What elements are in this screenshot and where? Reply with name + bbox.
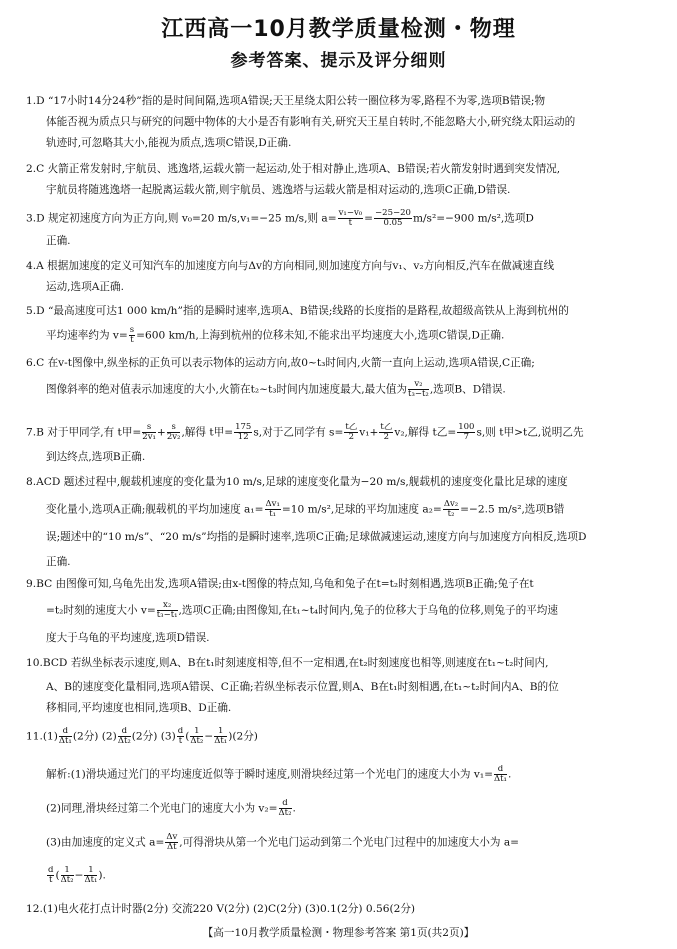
answer-5-line-1: 5.D “最高速度可达1 000 km/h”指的是瞬时速率,选项A、B错误;线路的长度指的是路程,故超级高铁从上海到杭州的 — [26, 305, 569, 317]
answer-11-line-1: 11.(1) $\frac{d}{\text{Δt₁}}$ (2分) (2) $\frac{d}{\text{Δt₂}}$ (2分) (3) $\frac{d}{t}$ ( $\frac{1}{\text{Δt₂}}$ − $\frac{1}{\text{Δt₁}}$ )(2分) — [26, 727, 258, 746]
fraction-half-t-2: $\frac{\text{t乙}}{2}$ — [380, 423, 393, 442]
fraction-t2: $\frac{s}{\text{2v₂}}$ — [166, 423, 181, 442]
answer-11-solution-2: (2)同理,滑块经过第二个光电门的速度大小为 v₂= $\frac{d}{\text{Δt₂}}$ . — [46, 799, 296, 818]
fraction-half-t-1: $\frac{\text{t乙}}{2}$ — [345, 423, 358, 442]
fraction-max-accel: $\frac{\text{v₂}}{\text{t₃−t₂}}$ — [408, 380, 429, 399]
answer-1-line-1: 1.D “17小时14分24秒”指的是时间间隔,选项A错误;天王星绕太阳公转一圈位移为零,路程不为零,选项B错误;物 — [26, 95, 546, 107]
answer-12-line-1: 12.(1)电火花打点计时器(2分) 交流220 V(2分) (2)C(2分) (3)0.1(2分) 0.56(2分) — [26, 903, 416, 915]
answer-11-solution-1: 解析:(1)滑块通过光门的平均速度近似等于瞬时速度,则滑块经过第一个光电门的速度大小为 v₁= $\frac{d}{\text{Δt₁}}$ . — [46, 765, 512, 784]
fraction-accel-value: $\frac{-25-20}{0.05}$ — [375, 209, 411, 228]
answer-9-line-1: 9.BC 由图像可知,乌龟先出发,选项A错误;由x-t图像的特点知,乌龟和兔子在t=t₂时刻相遇,选项B正确;兔子在t — [26, 578, 534, 590]
answer-11-solution-4: $\frac{d}{t}$ ( $\frac{1}{\text{Δt₂}}$ − $\frac{1}{\text{Δt₁}}$ ). — [48, 866, 106, 885]
answer-8-line-4: 正确. — [46, 556, 71, 568]
answer-8-line-3: 误;题述中的“10 m/s”、“20 m/s”均指的是瞬时速率,选项C正确;足球做减速运动,速度方向与加速度方向相反,选项D — [46, 531, 587, 543]
answer-7-line-1: 7.B 对于甲同学,有 t甲= $\frac{s}{\text{2v₁}}$ + $\frac{s}{\text{2v₂}}$ ,解得 t甲= $\frac{175}{12}$ s,对于乙同学有 s= $\frac{\text{t乙}}{2}$ v₁+ $\frac{\text{t乙}}{2}$ v₂,解得 t乙= $\frac{100}{7}$ s,则 t甲>t乙,说明乙先 — [26, 423, 584, 442]
answer-2-line-1: 2.C 火箭正常发射时,宇航员、逃逸塔,运载火箭一起运动,处于相对静止,选项A、B错误;若火箭发射时遇到突发情况, — [26, 163, 561, 175]
page-title: 江西高一10月教学质量检测・物理 — [161, 17, 516, 42]
answer-5-line-2: 平均速率约为 v= $\frac{s}{t}$ =600 km/h,上海到杭州的位移未知,不能求出平均速度大小,选项C错误,D正确. — [46, 326, 505, 345]
page-footer: 【高一10月教学质量检测・物理参考答案 第1页(共2页)】 — [202, 927, 475, 939]
fraction-a2: $\frac{\text{Δv₂}}{\text{t₂}}$ — [443, 500, 459, 519]
fraction-inv-dt1: $\frac{1}{\text{Δt₁}}$ — [84, 866, 98, 885]
fraction-speed: $\frac{s}{t}$ — [129, 326, 135, 345]
fraction-v1: $\frac{d}{\text{Δt₁}}$ — [493, 765, 507, 784]
fraction-v2: $\frac{d}{\text{Δt₂}}$ — [278, 799, 292, 818]
fraction-a1: $\frac{\text{Δv₁}}{\text{t₁}}$ — [265, 500, 280, 519]
fraction-11-2: $\frac{d}{\text{Δt₂}}$ — [117, 727, 131, 746]
answer-3-text-a: 3.D 规定初速度方向为正方向,则 v₀=20 m/s,v₁=−25 m/s,则 a= — [26, 212, 337, 225]
answer-4-line-2: 运动,选项A正确. — [46, 281, 124, 293]
answer-1-line-3: 轨迹时,可忽略其大小,能视为质点,选项C错误,D正确. — [46, 137, 292, 149]
fraction-11-1: $\frac{d}{\text{Δt₁}}$ — [58, 727, 72, 746]
answer-7-line-2: 到达终点,选项B正确. — [46, 451, 146, 463]
answer-2-line-2: 宇航员将随逃逸塔一起脱离运载火箭,则宇航员、逃逸塔与运载火箭是相对运动的,选项C正确,D错误. — [46, 184, 511, 196]
fraction-t1: $\frac{s}{\text{2v₁}}$ — [142, 423, 156, 442]
answer-4-line-1: 4.A 根据加速度的定义可知汽车的加速度方向与Δv的方向相同,则加速度方向与v₁、v₂方向相反,汽车在做减速直线 — [26, 260, 555, 272]
answer-9-line-2: =t₂时刻的速度大小 v= $\frac{\text{x₂}}{\text{t₃−t₁}}$ ,选项C正确;由图像知,在t₁~t₄时间内,兔子的位移大于乌龟的位移,则兔子的平均速 — [46, 601, 558, 620]
answer-10-line-1: 10.BCD 若纵坐标表示速度,则A、B在t₁时刻速度相等,但不一定相遇,在t₂时刻速度也相等,则速度在t₁~t₂时间内, — [26, 657, 549, 669]
answer-8-line-2: 变化量小,选项A正确;舰载机的平均加速度 a₁= $\frac{\text{Δv₁}}{\text{t₁}}$ =10 m/s²,足球的平均加速度 a₂= $\frac{\text{Δv₂}}{\text{t₂}}$ =−2.5 m/s²,选项B错 — [46, 500, 565, 519]
fraction-inv-dt2: $\frac{1}{\text{Δt₂}}$ — [60, 866, 74, 885]
answer-1-line-2: 体能否视为质点只与研究的问题中物体的大小是否有影响有关,研究天王星自转时,不能忽略大小,研究绕太阳运动的 — [46, 116, 576, 128]
answer-6-line-1: 6.C 在v-t图像中,纵坐标的正负可以表示物体的运动方向,故0~t₃时间内,火箭一直向上运动,选项A错误,C正确; — [26, 357, 535, 369]
answer-3-line-1: 3.D 规定初速度方向为正方向,则 v₀=20 m/s,v₁=−25 m/s,则 a= $\frac{\text{v₁−v₀}}{t}$ = $\frac{-25-20}{0.05}$ m/s²=−900 m/s²,选项D — [26, 209, 534, 228]
fraction-t-yi: $\frac{100}{7}$ — [458, 423, 475, 442]
fraction-11-5: $\frac{1}{\text{Δt₁}}$ — [214, 727, 228, 746]
fraction-d-over-t: $\frac{d}{t}$ — [48, 866, 54, 885]
answer-10-line-2: A、B的速度变化量相同,选项A错误、C正确;若纵坐标表示位置,则A、B在t₁时刻相遇,在t₁~t₂时间内A、B的位 — [46, 681, 559, 693]
answer-10-line-3: 移相同,平均速度也相同,选项B、D正确. — [46, 702, 232, 714]
answer-9-line-3: 度大于乌龟的平均速度,选项D错误. — [46, 632, 210, 644]
fraction-accel-def: $\frac{\text{v₁−v₀}}{t}$ — [338, 209, 363, 228]
answer-8-line-1: 8.ACD 题述过程中,舰载机速度的变化量为10 m/s,足球的速度变化量为−20 m/s,舰载机的速度变化量比足球的速度 — [26, 476, 568, 488]
fraction-accel-definition: $\frac{\Delta v}{\Delta t}$ — [166, 833, 178, 852]
fraction-11-4: $\frac{1}{\text{Δt₂}}$ — [190, 727, 204, 746]
page-subtitle: 参考答案、提示及评分细则 — [230, 51, 447, 71]
answer-3-line-2: 正确. — [46, 235, 71, 247]
answer-11-solution-3: (3)由加速度的定义式 a= $\frac{\Delta v}{\Delta t}$ ,可得滑块从第一个光电门运动到第二个光电门过程中的加速度大小为 a= — [46, 833, 520, 852]
fraction-t-jia: $\frac{175}{12}$ — [235, 423, 252, 442]
fraction-rabbit-speed: $\frac{\text{x₂}}{\text{t₃−t₁}}$ — [156, 601, 178, 620]
answer-6-line-2: 图像斜率的绝对值表示加速度的大小,火箭在t₂~t₃时间内加速度最大,最大值为 $\frac{\text{v₂}}{\text{t₃−t₂}}$ ,选项B、D错误. — [46, 380, 506, 399]
fraction-11-3: $\frac{d}{t}$ — [177, 727, 184, 746]
